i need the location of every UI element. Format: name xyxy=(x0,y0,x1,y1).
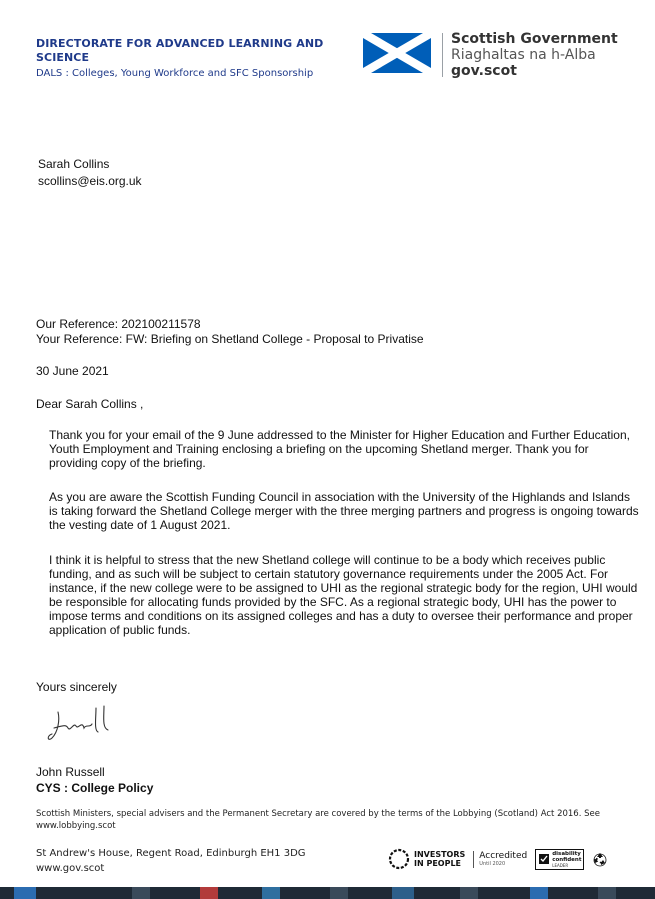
division-name: DALS : Colleges, Young Workforce and SFC Sponsorship xyxy=(36,68,314,79)
handwritten-signature xyxy=(40,702,135,747)
signatory-name: John Russell xyxy=(36,765,105,779)
logo-line-english: Scottish Government xyxy=(451,31,618,47)
your-reference: Your Reference: FW: Briefing on Shetland College - Proposal to Privatise xyxy=(36,332,424,346)
signatory-title: CYS : College Policy xyxy=(36,781,154,795)
taskbar-item[interactable] xyxy=(392,887,414,899)
investors-in-people-icon xyxy=(388,848,410,870)
iip-line-1: INVESTORS xyxy=(414,850,466,859)
disability-confident-badge xyxy=(535,849,584,870)
accredited-until: Until 2020 xyxy=(479,860,506,867)
taskbar-item[interactable] xyxy=(262,887,280,899)
taskbar-item[interactable] xyxy=(330,887,348,899)
accredited-label: Accredited xyxy=(479,850,528,861)
salutation: Dear Sarah Collins , xyxy=(36,397,144,411)
recipient-email: scollins@eis.org.uk xyxy=(38,174,142,188)
footer-website: www.gov.scot xyxy=(36,863,105,874)
paragraph-2: As you are aware the Scottish Funding Council in association with the University of the Highlands and Islands is taking forward the Shetland College merger with the three merging partners and progress is ongoing towards the vesting date of 1 August 2021. xyxy=(49,490,639,532)
taskbar-item[interactable] xyxy=(598,887,616,899)
dc-line-3: LEADER xyxy=(552,862,569,868)
letter-date: 30 June 2021 xyxy=(36,364,109,378)
paragraph-1: Thank you for your email of the 9 June addressed to the Minister for Higher Education and Further Education, Youth Employment and Training enclosing a briefing on the upcoming Shetland merger. Thank you for providing copy of the briefing. xyxy=(49,428,630,470)
iip-line-2: IN PEOPLE xyxy=(414,859,462,868)
taskbar-item[interactable] xyxy=(530,887,548,899)
investors-in-people-badge xyxy=(388,848,465,870)
taskbar-item[interactable] xyxy=(14,887,36,899)
scottish-government-logo xyxy=(451,31,618,79)
accreditation-badges xyxy=(388,844,608,874)
accredited-badge xyxy=(473,851,527,868)
directorate-title: DIRECTORATE FOR ADVANCED LEARNING AND SCIENCE xyxy=(36,37,324,64)
taskbar-item[interactable] xyxy=(460,887,478,899)
taskbar-item[interactable] xyxy=(200,887,218,899)
recycle-icon xyxy=(592,851,608,867)
logo-line-gaelic: Riaghaltas na h-Alba xyxy=(451,47,596,63)
os-taskbar[interactable] xyxy=(0,887,655,899)
recipient-name: Sarah Collins xyxy=(38,157,110,171)
footer-address-block xyxy=(36,846,306,876)
footer-address: St Andrew's House, Regent Road, Edinburgh EH1 3DG xyxy=(36,848,306,859)
our-reference: Our Reference: 202100211578 xyxy=(36,317,201,331)
closing: Yours sincerely xyxy=(36,680,117,694)
dc-line-1: disability xyxy=(552,850,581,857)
lobbying-note: Scottish Ministers, special advisers and the Permanent Secretary are covered by the terms of the Lobbying (Scotland) Act 2016. See www.lobbying.scot xyxy=(36,809,600,831)
taskbar-item[interactable] xyxy=(132,887,150,899)
disability-confident-icon xyxy=(538,853,550,865)
logo-divider xyxy=(442,33,443,77)
paragraph-3: I think it is helpful to stress that the new Shetland college will continue to be a body which receives public funding, and as such will be subject to certain statutory governance requirements under the 2005 Act. For instance, if the new college were to be assigned to UHI as the regional strategic body for the region, UHI would be responsible for allocating funds provided by the SFC. As a regional strategic body, UHI has the power to impose terms and conditions on its assigned colleges and has a duty to oversee their performance and proper application of public funds. xyxy=(49,553,638,637)
dc-line-2: confident xyxy=(552,856,582,863)
saltire-flag-icon xyxy=(363,33,431,73)
logo-line-website: gov.scot xyxy=(451,63,517,79)
